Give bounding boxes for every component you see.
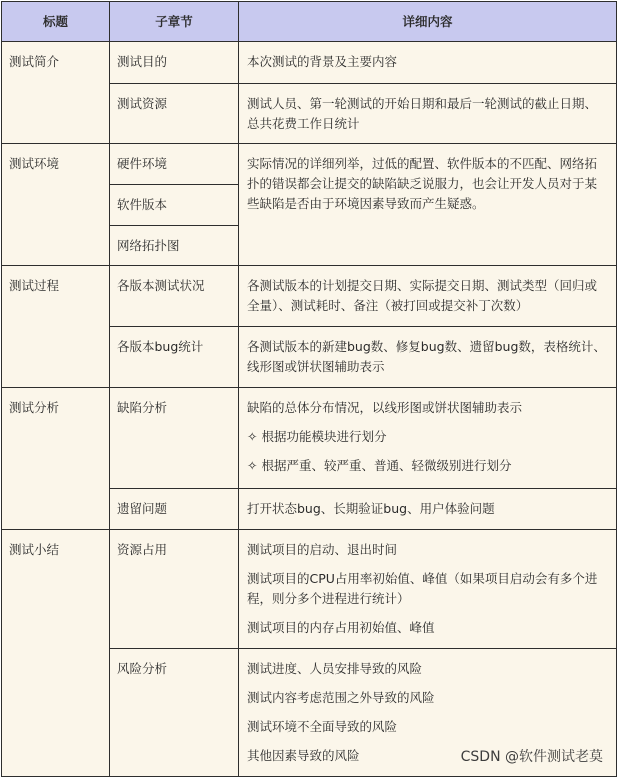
subsection-name: 测试资源 — [110, 84, 239, 144]
subsection-name: 各版本测试状况 — [110, 266, 239, 327]
subsection-detail: 各测试版本的计划提交日期、实际提交日期、测试类型（回归或全量）、测试耗时、备注（被打回或提交补丁次数） — [239, 266, 617, 327]
subsection-name: 硬件环境 — [110, 144, 239, 185]
table-row — [2, 388, 617, 489]
subsection-detail — [239, 530, 617, 649]
detail-line: 其他因素导致的风险 — [247, 748, 360, 763]
subsection-detail: 各测试版本的新建bug数、修复bug数、遗留bug数，表格统计、线形图或饼状图辅助表示 — [239, 327, 617, 388]
detail-line: 缺陷的总体分布情况，以线形图或饼状图辅助表示 — [247, 400, 523, 415]
header-subsection: 子章节 — [110, 2, 239, 42]
subsection-name: 遗留问题 — [110, 489, 239, 530]
subsection-name: 资源占用 — [110, 530, 239, 649]
subsection-detail: 本次测试的背景及主要内容 — [239, 42, 617, 84]
detail-bullet: ✧ 根据功能模块进行划分 — [247, 429, 387, 444]
table-row — [2, 530, 617, 649]
detail-line: 测试进度、人员安排导致的风险 — [247, 661, 423, 676]
subsection-name: 各版本bug统计 — [110, 327, 239, 388]
header-details: 详细内容 — [239, 2, 617, 42]
subsection-name: 缺陷分析 — [110, 388, 239, 489]
section-title: 测试过程 — [2, 266, 110, 388]
header-row — [2, 2, 617, 42]
watermark: CSDN @软件测试老莫 — [460, 749, 603, 765]
detail-line: 测试内容考虑范围之外导致的风险 — [247, 690, 435, 705]
detail-line: 测试环境不全面导致的风险 — [247, 719, 398, 734]
section-title: 测试分析 — [2, 388, 110, 530]
table-row — [2, 144, 617, 185]
subsection-name: 测试目的 — [110, 42, 239, 84]
detail-line: 测试项目的启动、退出时间 — [247, 542, 398, 557]
section-title: 测试简介 — [2, 42, 110, 144]
detail-line: 测试项目的CPU占用率初始值、峰值（如果项目启动会有多个进程，则分多个进程进行统计） — [247, 571, 598, 606]
header-title: 标题 — [2, 2, 110, 42]
table-row — [2, 266, 617, 327]
subsection-name: 软件版本 — [110, 185, 239, 226]
section-title: 测试小结 — [2, 530, 110, 777]
detail-bullet: ✧ 根据严重、较严重、普通、轻微级别进行划分 — [247, 458, 512, 473]
subsection-name: 网络拓扑图 — [110, 226, 239, 266]
subsection-detail: 实际情况的详细列举，过低的配置、软件版本的不匹配、网络拓扑的错误都会让提交的缺陷缺乏说服力，也会让开发人员对于某些缺陷是否由于环境因素导致而产生疑惑。 — [239, 144, 617, 266]
detail-line: 测试项目的内存占用初始值、峰值 — [247, 620, 435, 635]
subsection-detail: 打开状态bug、长期验证bug、用户体验问题 — [239, 489, 617, 530]
table-row — [2, 42, 617, 84]
subsection-detail — [239, 388, 617, 489]
report-outline-table — [1, 1, 617, 777]
subsection-name: 风险分析 — [110, 649, 239, 777]
subsection-detail: 测试人员、第一轮测试的开始日期和最后一轮测试的截止日期、总共花费工作日统计 — [239, 84, 617, 144]
section-title: 测试环境 — [2, 144, 110, 266]
